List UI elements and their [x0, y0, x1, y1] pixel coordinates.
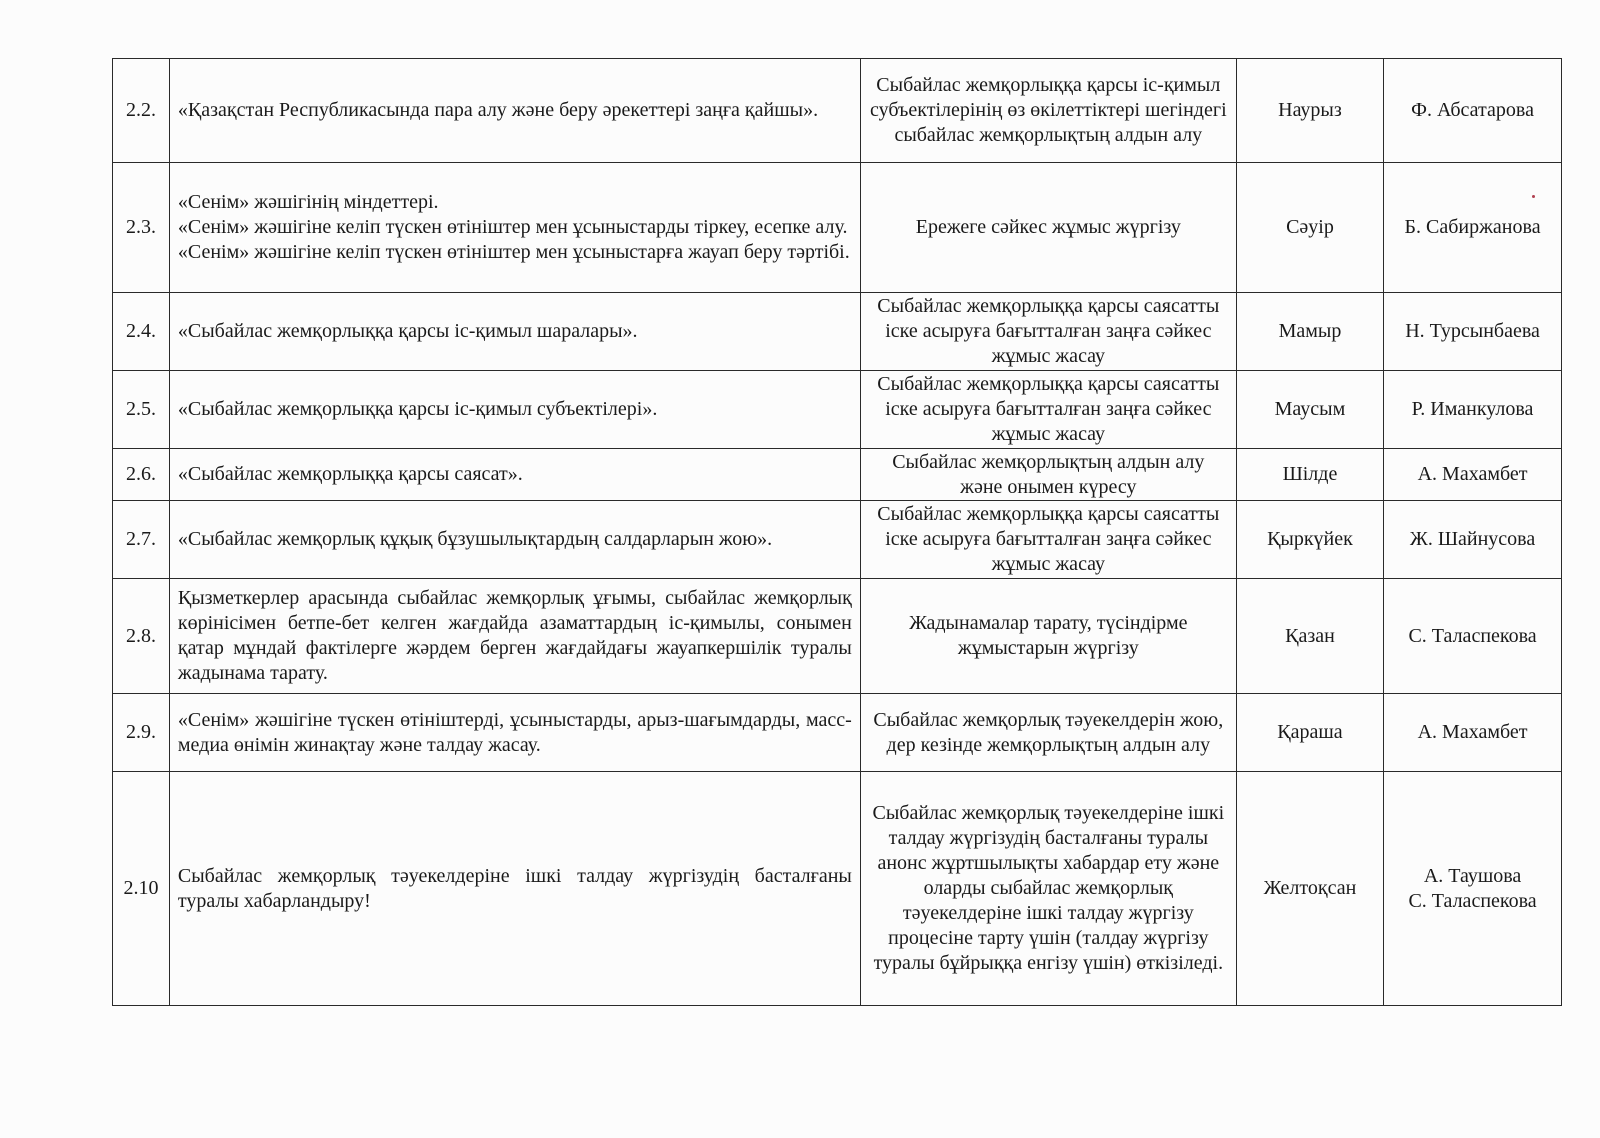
event-name: «Сыбайлас жемқорлыққа қарсы іс-қимыл субъектілері».: [169, 371, 860, 449]
row-number: 2.5.: [113, 371, 170, 449]
table-row: [113, 579, 1562, 694]
execution-form: Ережеге сәйкес жұмыс жүргізу: [860, 163, 1236, 293]
row-number: 2.10: [113, 772, 170, 1006]
responsible-person: Б. Сабиржанова: [1384, 163, 1562, 293]
responsible-person: Н. Турсынбаева: [1384, 293, 1562, 371]
deadline: Мамыр: [1236, 293, 1383, 371]
event-name: «Қазақстан Республикасында пара алу және беру әрекеттері заңға қайшы».: [169, 59, 860, 163]
deadline: Қазан: [1236, 579, 1383, 694]
deadline: Сәуір: [1236, 163, 1383, 293]
event-line: «Сенім» жәшігінің міндеттері.: [177, 191, 439, 213]
deadline: Маусым: [1236, 371, 1383, 449]
table-row: [113, 449, 1562, 501]
table-row: [113, 59, 1562, 163]
event-line: «Сенім» жәшігіне келіп түскен өтініштер мен ұсыныстарды тіркеу, есепке алу.: [177, 216, 848, 238]
event-name: «Сыбайлас жемқорлыққа қарсы іс-қимыл шаралары».: [169, 293, 860, 371]
table-row: [113, 501, 1562, 579]
event-name: Сыбайлас жемқорлық тәуекелдеріне ішкі талдау жүргізудің басталғаны туралы хабарландыру!: [169, 772, 860, 1006]
responsible-person: А. Махамбет: [1384, 694, 1562, 772]
event-name: [169, 163, 860, 293]
responsible-person: А. Махамбет: [1384, 449, 1562, 501]
event-name: Қызметкерлер арасында сыбайлас жемқорлық ұғымы, сыбайлас жемқорлық көрінісімен бетпе-бет келген жағдайда азаматтардың іс-қимылы, сонымен қатар мұндай фактілерге жәрдем берген жағдайдағы жауапкершілік туралы жадынама тарату.: [169, 579, 860, 694]
deadline: Қараша: [1236, 694, 1383, 772]
execution-form: Сыбайлас жемқорлыққа қарсы саясатты іске асыруға бағытталған заңға сәйкес жұмыс жасау: [860, 501, 1236, 579]
responsible-person: Ф. Абсатарова: [1384, 59, 1562, 163]
table-row: [113, 293, 1562, 371]
execution-form: Жадынамалар тарату, түсіндірме жұмыстарын жүргізу: [860, 579, 1236, 694]
event-name: «Сенім» жәшігіне түскен өтініштерді, ұсыныстарды, арыз-шағымдарды, масс-медиа өнімін жинақтау және талдау жасау.: [169, 694, 860, 772]
row-number: 2.2.: [113, 59, 170, 163]
table-row: [113, 694, 1562, 772]
row-number: 2.4.: [113, 293, 170, 371]
execution-form: Сыбайлас жемқорлыққа қарсы саясатты іске асыруға бағытталған заңға сәйкес жұмыс жасау: [860, 371, 1236, 449]
responsible-person: С. Таласпекова: [1384, 579, 1562, 694]
deadline: Қыркүйек: [1236, 501, 1383, 579]
responsible-name: А. Таушова: [1423, 864, 1522, 887]
row-number: 2.8.: [113, 579, 170, 694]
execution-form: Сыбайлас жемқорлықтың алдын алу және онымен күресу: [860, 449, 1236, 501]
table-row: [113, 772, 1562, 1006]
responsible-name: С. Таласпекова: [1408, 889, 1537, 912]
deadline: Наурыз: [1236, 59, 1383, 163]
row-number: 2.3.: [113, 163, 170, 293]
action-plan-table: [112, 58, 1562, 1006]
responsible-person: Р. Иманкулова: [1384, 371, 1562, 449]
deadline: Шілде: [1236, 449, 1383, 501]
table-row: [113, 371, 1562, 449]
execution-form: Сыбайлас жемқорлық тәуекелдерін жою, дер кезінде жемқорлықтың алдын алу: [860, 694, 1236, 772]
execution-form: Сыбайлас жемқорлыққа қарсы саясатты іске асыруға бағытталған заңға сәйкес жұмыс жасау: [860, 293, 1236, 371]
responsible-person: [1384, 772, 1562, 1006]
deadline: Желтоқсан: [1236, 772, 1383, 1006]
execution-form: Сыбайлас жемқорлыққа қарсы іс-қимыл субъектілерінің өз өкілеттіктері шегіндегі сыбайлас жемқорлықтың алдын алу: [860, 59, 1236, 163]
row-number: 2.6.: [113, 449, 170, 501]
row-number: 2.7.: [113, 501, 170, 579]
event-name: «Сыбайлас жемқорлыққа қарсы саясат».: [169, 449, 860, 501]
event-name: «Сыбайлас жемқорлық құқық бұзушылықтардың салдарларын жою».: [169, 501, 860, 579]
row-number: 2.9.: [113, 694, 170, 772]
responsible-person: Ж. Шайнусова: [1384, 501, 1562, 579]
event-line: «Сенім» жәшігіне келіп түскен өтініштер мен ұсыныстарға жауап беру тәртібі.: [177, 241, 850, 263]
execution-form: Сыбайлас жемқорлық тәуекелдеріне ішкі талдау жүргізудің басталғаны туралы анонс жұртшылықты хабардар ету және оларды сыбайлас жемқорлық тәуекелдеріне ішкі талдау жүргізу процесіне тарту үшін (талдау жүргізу туралы бұйрыққа енгізу үшін) өткізіледі.: [860, 772, 1236, 1006]
table-row: [113, 163, 1562, 293]
